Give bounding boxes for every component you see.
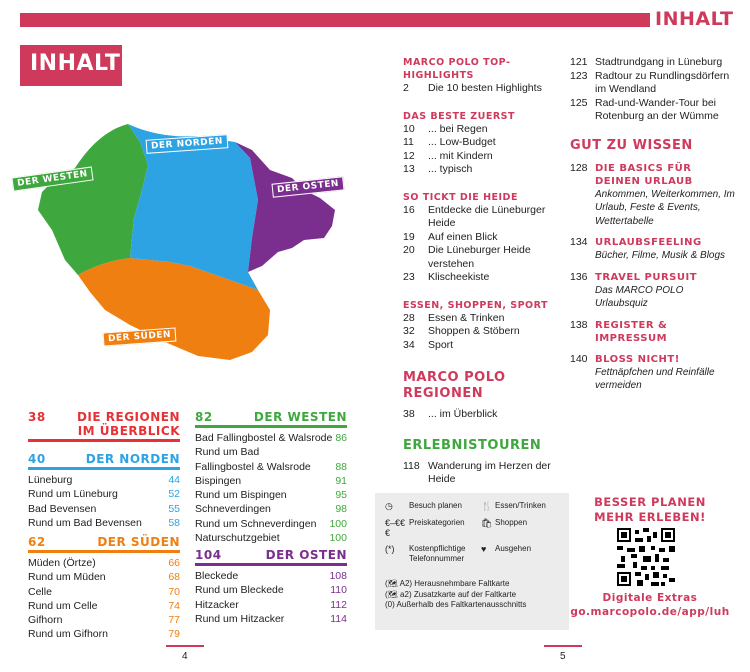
region-entry[interactable]: Bleckede 108 bbox=[195, 570, 347, 582]
region-entry[interactable]: Rund um Bad Fallingbostel & Walsrode 88 bbox=[195, 446, 347, 473]
region-entry[interactable]: Rund um Hitzacker 114 bbox=[195, 612, 347, 625]
toc-entry[interactable]: 136 TRAVEL PURSUIT Das MARCO POLO Urlaubsquiz bbox=[570, 270, 698, 309]
region-entry[interactable]: Rund um Müden 68 bbox=[28, 571, 180, 584]
map-label-north: DER NORDEN bbox=[146, 134, 229, 154]
section-heading: GUT ZU WISSEN bbox=[570, 137, 693, 153]
section-heading: MARCO POLO REGIONEN bbox=[403, 370, 506, 401]
toc-entry[interactable]: 23 Klischeekiste bbox=[403, 271, 490, 283]
region-page: 40 bbox=[28, 452, 46, 466]
section-heading: MARCO POLO TOP-HIGHLIGHTS bbox=[403, 57, 511, 81]
header-bar bbox=[20, 13, 650, 27]
toc-entry[interactable]: 2 Die 10 besten Highlights bbox=[403, 82, 542, 94]
toc-entry[interactable]: 16 Entdecke die Lüneburger Heide bbox=[403, 203, 546, 229]
region-title: DER WESTEN bbox=[253, 410, 347, 424]
region-block-east bbox=[195, 548, 347, 626]
region-page: 62 bbox=[28, 535, 46, 549]
region-page: 82 bbox=[195, 410, 213, 424]
region-entry[interactable]: Müden (Örtze) 66 bbox=[28, 557, 180, 569]
heart-icon: ♥ bbox=[481, 544, 487, 554]
region-entry[interactable]: Naturschutzgebiet 100 bbox=[195, 532, 347, 545]
page-number-right: 5 bbox=[560, 651, 566, 662]
toc-entry[interactable]: 10 ... bei Regen bbox=[403, 122, 488, 135]
region-entry[interactable]: Rund um Bad Bevensen 58 bbox=[28, 516, 180, 529]
shopping-bag-icon: 🛍 bbox=[481, 518, 493, 528]
toc-entry[interactable]: 138 REGISTER & IMPRESSUM bbox=[570, 318, 668, 344]
toc-entry[interactable]: 121 Stadtrundgang in Lüneburg bbox=[570, 56, 723, 68]
toc-right bbox=[570, 56, 735, 393]
section-heading: DAS BESTE ZUERST bbox=[403, 110, 515, 122]
qr-code[interactable] bbox=[617, 528, 675, 586]
cutlery-icon: 🍴 bbox=[481, 501, 493, 511]
promo-heading: BESSER PLANEN MEHR ERLEBEN! bbox=[594, 495, 706, 524]
page-rule-right bbox=[544, 645, 582, 647]
region-entry[interactable]: Rund um Celle 74 bbox=[28, 599, 180, 612]
region-rule bbox=[28, 439, 180, 442]
header-title: INHALT bbox=[655, 8, 734, 30]
region-rule bbox=[28, 467, 180, 470]
toc-entry[interactable]: 19 Auf einen Blick bbox=[403, 230, 498, 243]
region-title: DER NORDEN bbox=[85, 452, 180, 466]
map-label-east: DER OSTEN bbox=[271, 176, 344, 197]
map-label-south: DER SÜDEN bbox=[103, 327, 177, 346]
region-block-north bbox=[28, 452, 180, 530]
region-title: DER OSTEN bbox=[265, 548, 347, 562]
region-page: 104 bbox=[195, 548, 222, 562]
digital-extras-label: Digitale Extras bbox=[602, 592, 698, 604]
section-heading: ERLEBNISTOUREN bbox=[403, 437, 542, 453]
page-number-left: 4 bbox=[182, 651, 188, 662]
region-entry[interactable]: Celle 70 bbox=[28, 585, 180, 598]
toc-entry[interactable]: 32 Shoppen & Stöbern bbox=[403, 325, 520, 337]
legend-item: 🛍 Shoppen bbox=[481, 518, 528, 528]
legend-item: (*) Kostenpflichtige Telefonnummer bbox=[385, 544, 466, 563]
region-entry[interactable]: Rund um Gifhorn 79 bbox=[28, 628, 180, 641]
toc-entry[interactable]: 123 Radtour zu Rundlingsdörfern im Wendland bbox=[570, 69, 730, 95]
page-rule-left bbox=[166, 645, 204, 647]
region-entry[interactable]: Bispingen 91 bbox=[195, 474, 347, 487]
region-entry[interactable]: Rund um Bispingen 95 bbox=[195, 489, 347, 502]
digital-extras-link[interactable]: go.marcopolo.de/app/luh bbox=[570, 606, 730, 618]
clock-icon: ◷ bbox=[385, 501, 393, 511]
region-entry[interactable]: Rund um Schneverdingen 100 bbox=[195, 517, 347, 530]
toc-entry[interactable]: 125 Rad-und-Wander-Tour bei Rotenburg an der Wümme bbox=[570, 96, 719, 122]
legend-note: (🗺 A2) Herausnehmbare Faltkarte bbox=[385, 579, 510, 588]
price-icon: €–€€€ bbox=[385, 518, 406, 538]
region-entry[interactable]: Bad Bevensen 55 bbox=[28, 502, 180, 515]
toc-entry[interactable]: 134 URLAUBSFEELING Bücher, Filme, Musik & Blogs bbox=[570, 236, 726, 261]
region-entry[interactable]: Lüneburg 44 bbox=[28, 474, 180, 486]
toc-entry[interactable]: 28 Essen & Trinken bbox=[403, 311, 505, 324]
toc-entry[interactable]: 128 DIE BASICS FÜR DEINEN URLAUB Ankommen, Weiterkommen, Im Urlaub, Feste & Events, Wettertabelle bbox=[570, 161, 735, 227]
region-block-overview bbox=[28, 410, 180, 445]
page-title: INHALT bbox=[20, 45, 122, 86]
asterisk-icon: (*) bbox=[385, 544, 395, 554]
toc-entry[interactable]: 11 ... Low-Budget bbox=[403, 136, 496, 148]
legend-item: ♥ Ausgehen bbox=[481, 544, 532, 554]
region-rule bbox=[195, 425, 347, 428]
region-entry[interactable]: Schneverdingen 98 bbox=[195, 503, 347, 516]
region-block-west bbox=[195, 410, 347, 545]
toc-entry[interactable]: 140 BLOSS NICHT! Fettnäpfchen und Reinfälle vermeiden bbox=[570, 352, 715, 391]
section-heading: ESSEN, SHOPPEN, SPORT bbox=[403, 299, 549, 311]
toc-entry[interactable]: 38 ... im Überblick bbox=[403, 408, 498, 420]
legend-item: €–€€€ Preiskategorien bbox=[385, 518, 465, 538]
legend-note: (🗺 a2) Zusatzkarte auf der Faltkarte bbox=[385, 589, 517, 599]
region-rule bbox=[28, 550, 180, 553]
section-heading: SO TICKT DIE HEIDE bbox=[403, 191, 518, 203]
region-page: 38 bbox=[28, 410, 46, 424]
legend-item: 🍴 Essen/Trinken bbox=[481, 501, 546, 511]
toc-entry[interactable]: 118 Wanderung im Herzen der Heide bbox=[403, 459, 551, 485]
legend-note: (0) Außerhalb des Faltkartenausschnitts bbox=[385, 600, 527, 609]
legend-item: ◷ Besuch planen bbox=[385, 501, 462, 511]
region-rule bbox=[195, 563, 347, 566]
region-entry[interactable]: Rund um Lüneburg 52 bbox=[28, 488, 180, 501]
toc-middle bbox=[403, 56, 553, 487]
toc-entry[interactable]: 13 ... typisch bbox=[403, 163, 473, 175]
region-entry[interactable]: Gifhorn 77 bbox=[28, 614, 180, 627]
region-entry[interactable]: Bad Fallingbostel & Walsrode 86 bbox=[195, 432, 347, 444]
region-title: DER SÜDEN bbox=[97, 535, 180, 549]
toc-entry[interactable]: 12 ... mit Kindern bbox=[403, 149, 493, 162]
toc-entry[interactable]: 20 Die Lüneburger Heide verstehen bbox=[403, 244, 531, 270]
toc-entry[interactable]: 34 Sport bbox=[403, 338, 454, 351]
region-block-south bbox=[28, 535, 180, 642]
region-entry[interactable]: Hitzacker 112 bbox=[195, 598, 347, 611]
region-map bbox=[30, 120, 360, 360]
region-title: DIE REGIONEN IM ÜBERBLICK bbox=[76, 410, 180, 438]
legend-box bbox=[375, 493, 569, 630]
map-label-west: DER WESTEN bbox=[11, 166, 93, 191]
region-entry[interactable]: Rund um Bleckede 110 bbox=[195, 584, 347, 597]
